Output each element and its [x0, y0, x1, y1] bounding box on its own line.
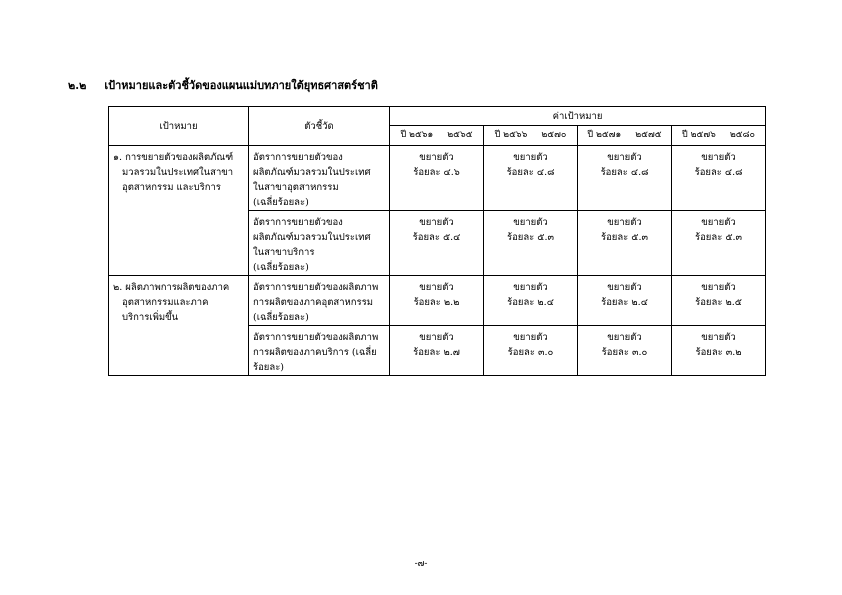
header-target: ค่าเป้าหมาย — [390, 107, 766, 126]
target-value-line: ขยายตัว — [513, 332, 548, 343]
target-value-cell — [672, 146, 766, 211]
indicator-line: ผลิตภัณฑ์มวลรวมในประเทศ — [253, 167, 371, 178]
target-value-cell — [484, 146, 578, 211]
indicator-line: (เฉลี่ยร้อยละ) — [253, 197, 309, 208]
indicator-cell — [249, 146, 390, 211]
target-value-cell — [578, 326, 672, 376]
target-value-line: ขยายตัว — [607, 332, 642, 343]
period-start: ปี ๒๕๖๑ — [400, 130, 434, 140]
target-value-line: ร้อยละ ๒.๗ — [413, 347, 460, 358]
target-value-line: ขยายตัว — [607, 217, 642, 228]
target-value-cell — [578, 146, 672, 211]
header-period-2 — [484, 126, 578, 146]
target-value-cell — [672, 326, 766, 376]
target-value-line: ร้อยละ ๔.๘ — [694, 167, 743, 178]
target-value-line: ร้อยละ ๕.๓ — [506, 232, 555, 243]
objective-cell — [109, 146, 249, 276]
target-value-cell — [390, 326, 484, 376]
target-value-line: ขยายตัว — [607, 282, 642, 293]
target-value-line: ร้อยละ ๒.๔ — [507, 297, 554, 308]
target-value-line: ขยายตัว — [701, 152, 736, 163]
target-value-line: ร้อยละ ๔.๘ — [506, 167, 555, 178]
target-value-line: ขยายตัว — [419, 332, 454, 343]
table-body — [109, 146, 766, 376]
target-value-line: ขยายตัว — [419, 152, 454, 163]
objective-line: อุตสาหกรรม และบริการ — [122, 182, 221, 193]
indicator-line: อัตราการขยายตัวของ — [253, 217, 343, 228]
target-value-line: ร้อยละ ๒.๒ — [413, 297, 460, 308]
target-value-cell — [390, 146, 484, 211]
target-value-cell — [484, 276, 578, 326]
objective-cell — [109, 276, 249, 376]
target-value-cell — [390, 211, 484, 276]
target-value-line: ร้อยละ ๒.๕ — [695, 297, 742, 308]
target-value-cell — [390, 276, 484, 326]
header-period-4 — [672, 126, 766, 146]
target-value-line: ขยายตัว — [419, 217, 454, 228]
target-value-line: ร้อยละ ๔.๖ — [413, 167, 460, 178]
period-start: ปี ๒๕๗๖ — [682, 130, 716, 140]
target-value-line: ร้อยละ ๕.๓ — [600, 232, 649, 243]
page-number: -๗- — [414, 559, 428, 569]
table-row — [109, 146, 766, 211]
target-value-line: ร้อยละ ๕.๔ — [412, 232, 461, 243]
target-value-line: ร้อยละ ๓.๐ — [601, 347, 648, 358]
target-value-line: ขยายตัว — [513, 152, 548, 163]
section-number: ๒.๒ — [68, 79, 87, 92]
indicator-cell — [249, 326, 390, 376]
indicator-line: ร้อยละ) — [253, 362, 285, 373]
targets-table — [108, 106, 766, 376]
targets-table-container — [108, 106, 765, 376]
target-value-line: ขยายตัว — [607, 152, 642, 163]
indicator-line: (เฉลี่ยร้อยละ) — [253, 312, 309, 323]
target-value-cell — [672, 211, 766, 276]
target-value-line: ร้อยละ ๓.๐ — [507, 347, 554, 358]
target-value-line: ร้อยละ ๔.๘ — [600, 167, 649, 178]
indicator-line: อัตราการขยายตัวของผลิตภาพ — [253, 332, 379, 343]
target-value-line: ขยายตัว — [513, 282, 548, 293]
target-value-cell — [578, 211, 672, 276]
period-start: ปี ๒๕๗๑ — [587, 130, 622, 140]
objective-line: มวลรวมในประเทศในสาขา — [122, 167, 234, 178]
target-value-line: ขยายตัว — [701, 332, 736, 343]
indicator-line: ในสาขาอุตสาหกรรม — [253, 182, 339, 193]
indicator-line: การผลิตของภาคบริการ (เฉลี่ย — [253, 347, 377, 358]
target-value-cell — [578, 276, 672, 326]
period-start: ปี ๒๕๖๖ — [494, 130, 528, 140]
target-value-cell — [672, 276, 766, 326]
header-indicator: ตัวชี้วัด — [249, 107, 390, 146]
target-value-cell — [484, 326, 578, 376]
indicator-line: (เฉลี่ยร้อยละ) — [253, 262, 309, 273]
header-period-1 — [390, 126, 484, 146]
indicator-cell — [249, 276, 390, 326]
target-value-line: ร้อยละ ๓.๒ — [695, 347, 742, 358]
objective-line: ๒. ผลิตภาพการผลิตของภาค — [113, 282, 230, 293]
indicator-line: ในสาขาบริการ — [253, 247, 315, 258]
target-value-cell — [484, 211, 578, 276]
target-value-line: ขยายตัว — [701, 217, 736, 228]
section-heading — [68, 76, 378, 94]
target-value-line: ร้อยละ ๒.๔ — [601, 297, 648, 308]
period-end: ๒๕๖๕ — [447, 130, 473, 140]
header-period-3 — [578, 126, 672, 146]
target-value-line: ขยายตัว — [701, 282, 736, 293]
indicator-cell — [249, 211, 390, 276]
period-end: ๒๕๗๕ — [635, 130, 662, 140]
objective-line: อุตสาหกรรมและภาค — [122, 297, 209, 308]
target-value-line: ขยายตัว — [419, 282, 454, 293]
table-row — [109, 276, 766, 326]
indicator-line: อัตราการขยายตัวของ — [253, 152, 343, 163]
header-objective: เป้าหมาย — [109, 107, 249, 146]
objective-line: บริการเพิ่มขึ้น — [122, 312, 179, 323]
indicator-line: การผลิตของภาคอุตสาหกรรม — [253, 297, 374, 308]
indicator-line: อัตราการขยายตัวของผลิตภาพ — [253, 282, 379, 293]
objective-line: ๑. การขยายตัวของผลิตภัณฑ์ — [113, 152, 234, 163]
target-value-line: ร้อยละ ๕.๓ — [695, 232, 743, 243]
period-end: ๒๕๗๐ — [541, 130, 567, 140]
target-value-line: ขยายตัว — [513, 217, 548, 228]
section-title: เป้าหมายและตัวชี้วัดของแผนแม่บทภายใต้ยุทธศาสตร์ชาติ — [104, 79, 378, 92]
period-end: ๒๕๘๐ — [729, 130, 756, 140]
indicator-line: ผลิตภัณฑ์มวลรวมในประเทศ — [253, 232, 371, 243]
